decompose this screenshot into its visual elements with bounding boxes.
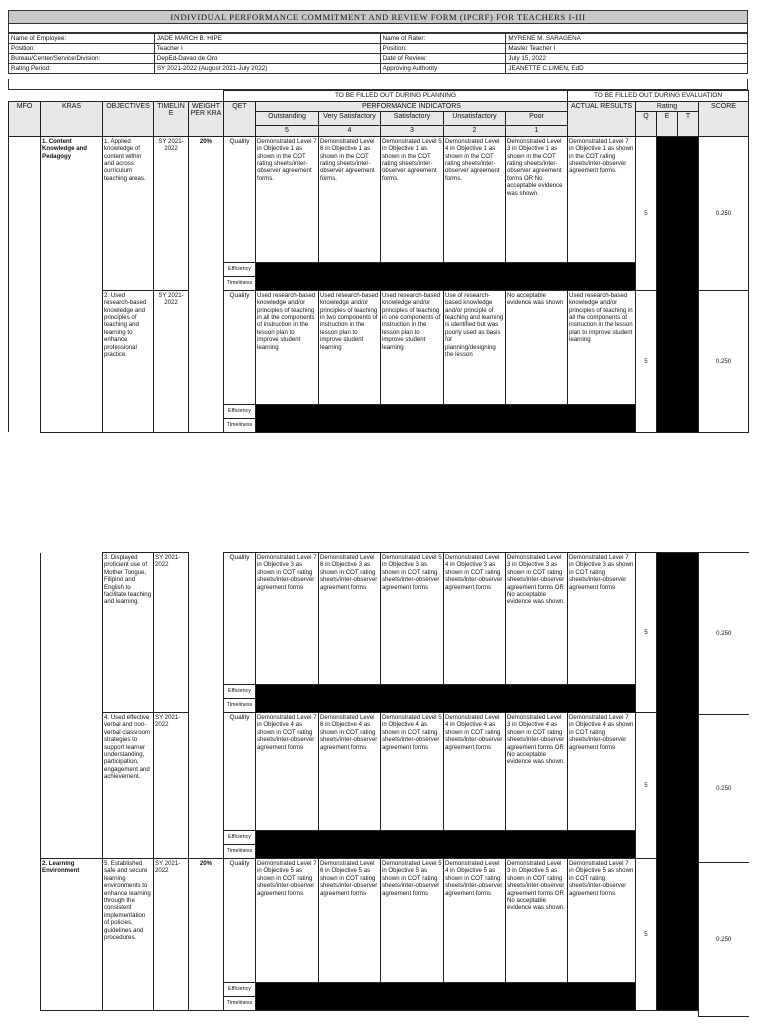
performance-indicators-header: PERFORMANCE INDICATORS	[256, 102, 568, 112]
level-num: 4	[319, 126, 381, 136]
review-date: July 15, 2022	[506, 54, 748, 64]
indicator-outstanding: Demonstrated Level 7 in Objective 1 as shown in the COT rating sheets/inter-observer agreement forms.	[256, 136, 319, 262]
spacer-row	[8, 23, 748, 33]
objective-timeline: SY 2021-2022	[154, 859, 189, 1011]
actual-result: Demonstrated Level 7 in Objective 1 as shown in the COT rating sheets/inter-observer agreement forms.	[568, 136, 636, 262]
planning-header: TO BE FILLED OUT DURING PLANNING	[224, 91, 568, 102]
indicator-poor: Demonstrated Level 3 in Objective 5 as shown in COT rating sheets/inter-observer agreement forms OR No acceptable evidence was shown.	[506, 859, 568, 983]
rating-et-shaded	[657, 553, 699, 1011]
mfo-cell	[9, 136, 41, 432]
info-row	[9, 34, 748, 44]
objective-row	[41, 859, 699, 983]
indicator-unsatisfactory: Demonstrated Level 4 in Objective 4 as shown in COT rating sheets/inter-observer agreement forms	[444, 713, 506, 831]
rating-et-shaded	[657, 136, 699, 432]
indicator-very-satisfactory: Demonstrated Level 6 in Objective 1 as shown in the COT rating sheets/inter-observer agreement forms.	[319, 136, 381, 262]
objective-timeline: SY 2021-2022	[154, 713, 189, 859]
actual-result: Used research-based knowledge and/or principles of teaching in all the components of instruction in the lesson plan to improve student learning	[568, 290, 636, 404]
objective-timeline: SY 2021-2022	[154, 290, 189, 432]
qet-quality: Quality	[224, 713, 256, 831]
kra-weight: 20%	[189, 859, 224, 1011]
score-value: 0.250	[699, 290, 749, 432]
rating-period: SY 2021-2022 (August 2021-July 2022)	[154, 64, 380, 74]
kra-name: 2. Learning Environment	[41, 859, 103, 1011]
actual-results-header: ACTUAL RESULTS	[568, 102, 636, 137]
info-row	[9, 64, 748, 74]
info-label: Approving Authority	[380, 64, 506, 74]
indicator-outstanding: Demonstrated Level 7 in Objective 3 as shown in COT rating sheets/inter-observer agreement forms	[256, 553, 319, 685]
qet-quality: Quality	[224, 136, 256, 262]
indicator-unsatisfactory: Demonstrated Level 4 in Objective 3 as shown in COT rating sheets/inter-observer agreement forms	[444, 553, 506, 685]
approving-authority: JEANETTE C.LIMEN, EdD	[506, 64, 748, 74]
objective-row	[41, 553, 699, 685]
score-header: SCORE	[699, 102, 749, 137]
indicator-poor: Demonstrated Level 3 in Objective 1 as shown in the COT rating sheets/inter-observer agreement forms OR No acceptable evidence was shown.	[506, 136, 568, 262]
score-value: 0.250	[699, 136, 749, 290]
indicator-very-satisfactory: Demonstrated Level 6 in Objective 3 as shown in COT rating sheets/inter-observer agreement forms	[319, 553, 381, 685]
qet-quality: Quality	[224, 290, 256, 404]
actual-result: Demonstrated Level 7 in Objective 3 as shown in COT rating sheets/inter-observer agreement forms	[568, 553, 636, 685]
indicator-satisfactory: Demonstrated Level 5 in Objective 3 as shown in COT rating sheets/inter-observer agreement forms	[381, 553, 444, 685]
indicator-satisfactory: Used research-based knowledge and/or principles of teaching in one components of instruction in the lesson plan to improve student learning	[381, 290, 444, 404]
rating-q: 5	[636, 553, 657, 713]
actual-result: Demonstrated Level 7 in Objective 5 as shown in COT rating sheets/inter-observer agreement forms	[568, 859, 636, 983]
kras-header: KRAS	[41, 102, 103, 137]
qet-timeliness: Timeliness	[224, 699, 256, 713]
indicator-outstanding: Demonstrated Level 7 in Objective 4 as shown in COT rating sheets/inter-observer agreement forms	[256, 713, 319, 831]
shaded-block	[256, 983, 636, 1011]
score-value: 0.250	[699, 553, 749, 715]
employee-info-table	[8, 33, 748, 74]
indicator-satisfactory: Demonstrated Level 5 in Objective 1 as shown in the COT rating sheets/inter-observer agreement forms.	[381, 136, 444, 262]
qet-efficiency: Efficiency	[224, 685, 256, 699]
objective-row	[41, 713, 699, 831]
indicator-unsatisfactory: Demonstrated Level 4 in Objective 5 as shown in COT rating sheets/inter-observer agreement forms	[444, 859, 506, 983]
rating-q: 5	[636, 713, 657, 859]
e-header: E	[657, 112, 678, 136]
qet-efficiency: Efficiency	[224, 983, 256, 997]
info-label: Name of Rater:	[380, 34, 506, 44]
info-label: Rating Period:	[9, 64, 155, 74]
rater-position: Master Teacher I	[506, 44, 748, 54]
indicator-satisfactory: Demonstrated Level 5 in Objective 4 as shown in COT rating sheets/inter-observer agreement forms	[381, 713, 444, 831]
qet-timeliness: Timeliness	[224, 276, 256, 290]
objective-text: 3. Displayed proficient use of Mother Tongue, Filipino and English to facilitate teaching and learning.	[103, 553, 154, 713]
rating-q: 5	[636, 136, 657, 290]
header-row-1	[9, 102, 749, 112]
division: DepEd-Davao de Oro	[154, 54, 380, 64]
indicator-poor: Demonstrated Level 3 in Objective 4 as shown in COT rating sheets/inter-observer agreement forms OR No acceptable evidence was shown.	[506, 713, 568, 831]
info-label: Date of Review:	[380, 54, 506, 64]
info-label: Name of Employee:	[9, 34, 155, 44]
info-row	[9, 54, 748, 64]
qet-quality: Quality	[224, 553, 256, 685]
objective-text: 5. Established safe and secure learning environments to enhance learning through the consistent implementation of policies, guidelines and procedures.	[103, 859, 154, 1011]
spacer-row	[8, 79, 748, 90]
qet-quality: Quality	[224, 859, 256, 983]
timeline-header: TIMELINE	[154, 102, 189, 137]
shaded-block	[256, 262, 636, 290]
employee-position: Teacher I	[154, 44, 380, 54]
indicator-unsatisfactory: Demonstrated Level 4 in Objective 1 as shown in the COT rating sheets/inter-observer agreement forms.	[444, 136, 506, 262]
info-label: Bureau/Center/Service/Division:	[9, 54, 155, 64]
objective-row	[9, 290, 749, 404]
evaluation-header: TO BE FILLED OUT DURING EVALUATION	[568, 91, 749, 102]
qet-timeliness: Timeliness	[224, 418, 256, 432]
kra-name: 1. Content Knowledge and Pedagogy	[41, 136, 103, 432]
qet-timeliness: Timeliness	[224, 845, 256, 859]
level-outstanding: Outstanding	[256, 112, 319, 126]
indicator-satisfactory: Demonstrated Level 5 in Objective 5 as shown in COT rating sheets/inter-observer agreement forms	[381, 859, 444, 983]
qet-efficiency: Efficiency	[224, 262, 256, 276]
objective-text: 1. Applied knowledge of content within and across curriculum teaching areas.	[103, 136, 154, 290]
qet-efficiency: Efficiency	[224, 831, 256, 845]
shaded-block	[256, 404, 636, 432]
actual-result: Demonstrated Level 7 in Objective 4 as shown in COT rating sheets/inter-observer agreement forms	[568, 713, 636, 831]
info-row	[9, 44, 748, 54]
form-title: INDIVIDUAL PERFORMANCE COMMITMENT AND REVIEW FORM (IPCRF) FOR TEACHERS I-III	[8, 10, 748, 24]
t-header: T	[678, 112, 699, 136]
qet-header: QET	[224, 102, 256, 137]
info-label: Position:	[9, 44, 155, 54]
ipcrf-table-part-2	[40, 552, 699, 1011]
rating-q: 5	[636, 859, 657, 1011]
info-label: Position:	[380, 44, 506, 54]
objectives-header: OBJECTIVES	[103, 102, 154, 137]
indicator-poor: Demonstrated Level 3 in Objective 3 as shown in COT rating sheets/inter-observer agreement forms OR No acceptable evidence was shown.	[506, 553, 568, 685]
level-very-satisfactory: Very Satisfactory	[319, 112, 381, 126]
indicator-very-satisfactory: Demonstrated Level 6 in Objective 5 as shown in COT rating sheets/inter-observer agreement forms	[319, 859, 381, 983]
level-num: 5	[256, 126, 319, 136]
objective-timeline: SY 2021-2022	[154, 136, 189, 290]
kra-weight	[189, 553, 224, 859]
level-unsatisfactory: Unsatisfactory	[444, 112, 506, 126]
rating-q: 5	[636, 290, 657, 432]
q-header: Q	[636, 112, 657, 136]
score-row	[699, 715, 749, 863]
objective-text: 2. Used research-based knowledge and principles of teaching and learning to enhance professional practice.	[103, 290, 154, 432]
score-row	[699, 863, 749, 1017]
level-satisfactory: Satisfactory	[381, 112, 444, 126]
ipcrf-table-part-1	[8, 90, 749, 433]
score-column-part-2	[698, 552, 749, 1017]
level-poor: Poor	[506, 112, 568, 126]
header-phase-row	[9, 91, 749, 102]
weight-header: WEIGHT PER KRA	[189, 102, 224, 137]
score-value: 0.250	[699, 863, 749, 1017]
objective-row	[9, 136, 749, 262]
kra-weight: 20%	[189, 136, 224, 432]
rating-header: Rating	[636, 102, 699, 112]
score-row	[699, 553, 749, 715]
indicator-very-satisfactory: Demonstrated Level 6 in Objective 4 as shown in COT rating sheets/inter-observer agreement forms	[319, 713, 381, 831]
indicator-very-satisfactory: Used research-based knowledge and/or principles of teaching in two components of instruction in the lesson plan to improve student learning	[319, 290, 381, 404]
level-num: 1	[506, 126, 568, 136]
rater-name: MYRENE M. SARAGENA	[506, 34, 748, 44]
indicator-unsatisfactory: Use of research-based knowledge and/or principle of teaching and learning is identified but was poorly used as basis for planning/designing the lesson	[444, 290, 506, 404]
employee-name: JADE MARCH B. HIPE	[154, 34, 380, 44]
indicator-outstanding: Used research-based knowledge and/or principles of teaching in all the components of instruction in the lesson plan to improve student learning	[256, 290, 319, 404]
score-value: 0.250	[699, 715, 749, 863]
qet-efficiency: Efficiency	[224, 404, 256, 418]
indicator-outstanding: Demonstrated Level 7 in Objective 5 as shown in COT rating sheets/inter-observer agreement forms	[256, 859, 319, 983]
qet-timeliness: Timeliness	[224, 997, 256, 1011]
objective-text: 4. Used effective verbal and non-verbal classroom strategies to support learner understanding, participation, engagement and achievement.	[103, 713, 154, 859]
mfo-header: MFO	[9, 102, 41, 137]
objective-timeline: SY 2021-2022	[154, 553, 189, 713]
level-num: 3	[381, 126, 444, 136]
kra-name	[41, 553, 103, 859]
level-num: 2	[444, 126, 506, 136]
shaded-block	[256, 685, 636, 713]
shaded-block	[256, 831, 636, 859]
indicator-poor: No acceptable evidence was shown	[506, 290, 568, 404]
